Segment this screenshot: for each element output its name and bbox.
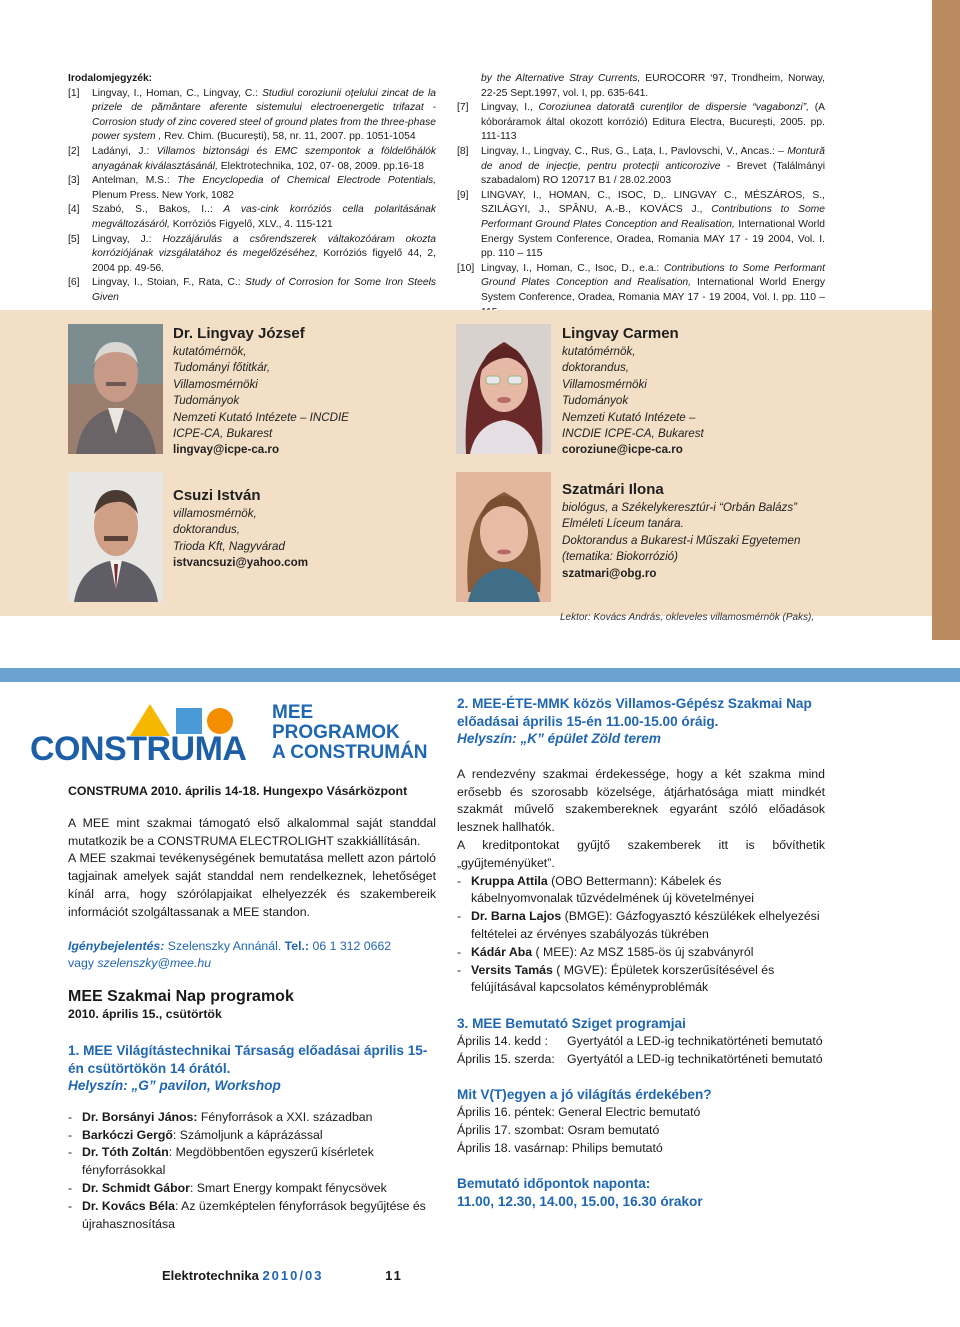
author-card-2	[562, 324, 822, 459]
author-role: Trioda Kft, Nagyvárad	[173, 539, 285, 553]
talk-title: : Az üzemképtelen fényforrások begyűjtése és újrahasznosítása	[82, 1198, 426, 1231]
demo-line: Április 16. péntek: General Electric bemutató	[457, 1104, 701, 1119]
talk-item	[68, 1198, 436, 1234]
talk-item	[457, 962, 825, 998]
intro-paragraph: A MEE szakmai tevékenységének bemutatása mellett azon pártoló tagjainak amelyek saját standdal nem rendelkeznek, lehetőséget kínál arra, hogy szórólapjaikat elhelyezzék és szakembereik információt szolgáltassanak a MEE standon.	[68, 851, 436, 919]
program-right-column	[457, 695, 825, 1211]
reference-title: Contributions to Some Performant Ground Plates Conception and Realisation,	[481, 204, 825, 230]
talk-item	[68, 1180, 436, 1198]
author-role: Tudományi főtitkár,	[173, 361, 271, 375]
author-role: INCDIE ICPE-CA, Bukarest	[562, 427, 704, 441]
speaker-org: (BMGE)	[561, 909, 610, 924]
reference-author: Lingvay, I., Homan, C., Isoc, D., e.a.:	[481, 262, 660, 274]
author-role: Tudományok	[562, 394, 629, 408]
author-name: Csuzi István	[173, 487, 261, 504]
registration-email[interactable]: szelenszky@mee.hu	[93, 956, 212, 971]
author-role: Nemzeti Kutató Intézete –	[562, 410, 696, 424]
reference-item	[68, 233, 436, 277]
registration-label: Igénybejelentés:	[68, 938, 165, 953]
author-email[interactable]: lingvay@icpe-ca.ro	[173, 443, 280, 457]
reference-title: Studiul coroziunii oțelului zincat de la prizele de pământare aferente sistemului electroenergetic trifazat - Corrosion study of zinc covered steel of ground plates from the three-phase power system ,	[92, 87, 436, 143]
author-photo	[456, 472, 551, 602]
phone-number[interactable]: 06 1 312 0662	[309, 938, 392, 953]
reference-item	[68, 87, 436, 145]
lektor-note: Lektor: Kovács András, okleveles villamosmérnök (Paks),	[560, 612, 815, 623]
reference-author: Szabó, S., Bakos, I..:	[92, 204, 213, 216]
reference-item	[457, 72, 825, 101]
speaker: Barkóczi Gergő	[82, 1127, 173, 1142]
schedule-day: Április 14. kedd :	[457, 1033, 548, 1048]
speaker-org: (OBO Bettermann)	[547, 873, 654, 888]
reference-number: [4]	[68, 204, 80, 216]
author-role: (tematika: Biokorrózió)	[562, 550, 678, 564]
reference-source: Elektrotechnika, 102, 07- 08, 2009. pp.16-18	[217, 160, 425, 172]
author-name: Szatmári Ilona	[562, 481, 664, 498]
demo-line: Április 18. vasárnap: Philips bemutató	[457, 1140, 663, 1155]
reference-number: [10]	[457, 262, 475, 274]
references-left	[68, 72, 436, 306]
demo-times: 11.00, 12.30, 14.00, 15.00, 16.30 órakor	[457, 1193, 703, 1209]
author-card-1	[173, 324, 423, 459]
mee-title-line: A CONSTRUMÁN	[272, 742, 428, 763]
reference-source: Korróziós Figyelő, XLV., 4. 115-121	[169, 218, 333, 230]
reference-number: [6]	[68, 277, 80, 289]
reference-source: Rev. Chim. (București), 58, nr. 11, 2007. pp. 1051-1054	[161, 131, 416, 143]
reference-author: Lingvay, I., Homan, C., Lingvay, C.:	[92, 87, 259, 99]
author-role: ICPE-CA, Bukarest	[173, 427, 273, 441]
author-photo	[68, 472, 163, 602]
author-role: kutatómérnök,	[173, 345, 247, 358]
author-photo	[68, 324, 163, 454]
section-2-location: Helyszín: „K” épület Zöld terem	[457, 731, 661, 747]
speaker: Dr. Schmidt Gábor	[82, 1180, 190, 1195]
demo-line: Április 17. szombat: Osram bemutató	[457, 1122, 660, 1137]
talk-title: : Épületek korszerűsítésével és felújításával kapcsolatos kéményproblémák	[471, 962, 775, 995]
intro-paragraph: A MEE mint szakmai támogató első alkalommal saját standdal mutatkozik be a CONSTRUMA ELECTROLIGHT szakkiállításán.	[68, 815, 436, 848]
reference-item	[457, 145, 825, 189]
speaker: Kádár Aba	[471, 944, 533, 959]
author-photo	[456, 324, 551, 454]
talk-title: : Számoljunk a káprázással	[172, 1127, 323, 1142]
schedule-row	[457, 1033, 825, 1051]
talk-item	[457, 944, 825, 962]
reference-author: Ladányi, J.:	[92, 145, 150, 157]
author-role: Villamosmérnöki	[173, 377, 258, 391]
author-role: Doktorandus a Bukarest-i Műszaki Egyetemen	[562, 533, 801, 547]
demo-times-title: Bemutató időpontok naponta:	[457, 1176, 651, 1192]
schedule-text: Gyertyától a LED-ig technikatörténeti bemutató	[567, 1051, 823, 1066]
reference-item	[68, 276, 436, 305]
professional-day-title: MEE Szakmai Nap programok	[68, 988, 294, 1006]
speaker: Dr. Kovács Béla	[82, 1198, 175, 1213]
author-name: Lingvay Carmen	[562, 325, 679, 342]
reference-number: [9]	[457, 189, 469, 201]
schedule-row	[457, 1051, 825, 1069]
mee-title-line: MEE	[272, 702, 314, 723]
decorative-side-strip	[932, 0, 960, 640]
journal-name: Elektrotechnika	[162, 1268, 259, 1283]
reference-source: EUROCORR ‘97, Trondheim, Norway, 22-25 Sept.1997, vol. I, pp. 635-641.	[481, 73, 825, 99]
speaker: Kruppa Attila	[471, 873, 548, 888]
author-role: Tudományok	[173, 394, 240, 408]
section-1-location: Helyszín: „G” pavilon, Workshop	[68, 1078, 281, 1094]
reference-number: [7]	[457, 102, 469, 114]
reference-number: [2]	[68, 145, 80, 157]
reference-source: Korróziós figyelő 44, 2, 2004 pp. 49-56.	[92, 248, 436, 274]
issue-year: 2010/03	[262, 1268, 324, 1283]
section-divider-band	[0, 668, 960, 682]
registration-info	[68, 938, 436, 974]
reference-item	[68, 174, 436, 203]
speaker: Dr. Tóth Zoltán	[82, 1145, 169, 1160]
talk-title: : Kábelek és kábelnyomvonalak tűzvédelmének új követelményei	[471, 873, 754, 906]
talk-title: : Az MSZ 1585-ös új szabványról	[573, 944, 754, 959]
author-role: doktorandus,	[173, 523, 241, 537]
page-footer	[162, 1268, 403, 1283]
schedule-text: Gyertyától a LED-ig technikatörténeti bemutató	[567, 1033, 823, 1048]
talk-item	[68, 1109, 436, 1127]
talk-item	[457, 873, 825, 909]
professional-day-date: 2010. április 15., csütörtök	[68, 1007, 222, 1022]
author-role: Nemzeti Kutató Intézete – INCDIE	[173, 410, 349, 424]
section-2-paragraph: A rendezvény szakmai érdekessége, hogy a két szakma mind erősebb és szorosabb közelsége, átjárhatósága miatt mindkét szakmát művelő szakembereknek egyaránt szóló előadások lesznek hallhatók.	[457, 766, 825, 835]
reference-source: International World Energy System Conference, Oradea, Romania MAY 17 - 19 2004, Vol. I. pp. 110 – 115	[481, 218, 825, 260]
phone-label: Tel.:	[281, 938, 310, 953]
schedule-day: Április 15. szerda:	[457, 1051, 555, 1066]
reference-source: Plenum Press. New York, 1082	[92, 189, 234, 201]
author-email[interactable]: istvancsuzi@yahoo.com	[173, 556, 309, 570]
talk-item	[457, 908, 825, 944]
reference-author: Lingvay, I., Lingvay, C., Rus, G., Lața, I., Pavlovschi, V., Ancas.:	[481, 145, 775, 157]
section-2-talks	[457, 873, 825, 998]
speaker-org: ( MGVE)	[552, 962, 605, 977]
reference-author: LINGVAY, I., HOMAN, C., ISOC, D,. LINGVAY C., MÉSZÁROS, S., SZILÁGYI, J., SPÂNU, A.-B., KOVÁCS J.,	[481, 189, 825, 216]
reference-source: - Brevet (Találmányi szabadalom) RO 120717 B1 / 28.02.2003	[481, 160, 825, 187]
lighting-title: Mit V(T)egyen a jó világítás érdekében?	[457, 1087, 712, 1103]
or-text: vagy	[68, 956, 94, 971]
author-name: Dr. Lingvay József	[173, 325, 305, 342]
mee-programs-title	[272, 703, 428, 763]
author-role: biológus, a Székelykeresztúr-i “Orbán Balázs”	[562, 501, 797, 514]
reference-number: [1]	[68, 87, 80, 99]
construma-logo-text: CONSTRUMA	[30, 730, 247, 768]
reference-title: Study of Corrosion for Some Iron Steels Given	[92, 277, 437, 303]
talk-item	[68, 1144, 436, 1180]
reference-title: Villamos biztonsági és EMC szempontok a földelőhálók anyagának kiválasztásánál,	[92, 145, 436, 172]
reference-author: Lingvay, J.:	[92, 233, 152, 245]
reference-source: (A kóboráramok által okozott korrózió) Editura Electra, București, 2005. pp. 111-113	[481, 102, 825, 143]
section-3-title: 3. MEE Bemutató Sziget programjai	[457, 1016, 686, 1032]
reference-number: [3]	[68, 175, 80, 187]
speaker: Versits Tamás	[471, 962, 553, 977]
author-card-4	[562, 480, 832, 582]
program-left-column	[68, 783, 436, 1233]
reference-title: A vas-cink korróziós cella polaritásának megváltozásáról,	[92, 204, 436, 230]
reference-title: – Montură de anod de injecție, pentru protecții anticorozive	[481, 145, 825, 172]
section-2-paragraph: A kreditpontokat gyűjtő szakemberek itt is bővíthetik „gyűjteményüket”.	[457, 837, 825, 870]
reference-source: International World Energy System Conference, Oradea, Romania MAY 17 - 19 2004, Vol. I. pp. 110 –	[481, 277, 825, 303]
reference-item	[457, 189, 825, 262]
section-2-title: 2. MEE-ÉTE-MMK közös Villamos-Gépész Szakmai Nap előadásai április 15-én 11.00-15.00 óráig.	[457, 696, 812, 729]
construma-logo	[30, 700, 246, 766]
reference-number: [5]	[68, 233, 80, 245]
registration-contact: Szelenszky Annánál.	[164, 938, 282, 953]
references-right	[457, 72, 825, 320]
references-heading: Irodalomjegyzék:	[68, 73, 153, 84]
reference-item	[457, 101, 825, 145]
event-title: CONSTRUMA 2010. április 14-18. Hungexpo Vásárközpont	[68, 784, 408, 798]
reference-title: by the Alternative Stray Currents,	[481, 73, 641, 84]
reference-title: Contributions to Some Performant Ground Plates Conception and Realisation,	[481, 262, 825, 289]
talk-item	[68, 1127, 436, 1145]
reference-item	[68, 203, 436, 232]
reference-author: Antelman, M.S.:	[92, 175, 170, 187]
reference-author: Lingvay, I.,	[481, 102, 533, 114]
mee-title-line: PROGRAMOK	[272, 722, 400, 743]
author-role: Elméleti Líceum tanára.	[562, 517, 684, 531]
author-card-3	[173, 486, 423, 572]
section-1-title: 1. MEE Világítástechnikai Társaság előadásai április 15-én csütörtökön 14 órától.	[68, 1042, 428, 1076]
author-email[interactable]: coroziune@icpe-ca.ro	[562, 443, 683, 457]
author-role: doktorandus,	[562, 361, 630, 375]
author-role: Villamosmérnöki	[562, 377, 647, 391]
speaker-org: ( MEE)	[532, 944, 574, 959]
author-email[interactable]: szatmari@obg.ro	[562, 566, 657, 580]
reference-number: [8]	[457, 145, 469, 157]
reference-item	[68, 145, 436, 174]
reference-title: The Encyclopedia of Chemical Electrode Potentials,	[169, 175, 436, 187]
page-number: 11	[385, 1268, 403, 1283]
reference-title: Coroziunea datorată curenților de dispersie “vagabonzi”,	[532, 102, 810, 114]
speaker: Dr. Borsányi János:	[82, 1109, 198, 1124]
authors-section	[0, 310, 932, 616]
speaker: Dr. Barna Lajos	[471, 909, 562, 924]
section-1-talks	[68, 1109, 436, 1234]
reference-title: Hozzájárulás a csőrendszerek váltakozóáram okozta korróziójának vizsgálatához és megelőzéséhez,	[92, 233, 436, 260]
author-role: villamosmérnök,	[173, 507, 257, 520]
talk-title: Fényforrások a XXI. században	[197, 1109, 373, 1124]
talk-title: : Megdöbbentően egyszerű kísérletek fényforrásokkal	[82, 1145, 374, 1178]
reference-author: Lingvay, I., Stoian, F., Rata, C.:	[92, 277, 241, 289]
author-role: kutatómérnök,	[562, 345, 636, 358]
talk-title: : Gázfogyasztó készülékek elhelyezési feltételei az érvényes szabályozás tükrében	[471, 909, 820, 941]
talk-title: : Smart Energy kompakt fénycsövek	[189, 1180, 387, 1195]
